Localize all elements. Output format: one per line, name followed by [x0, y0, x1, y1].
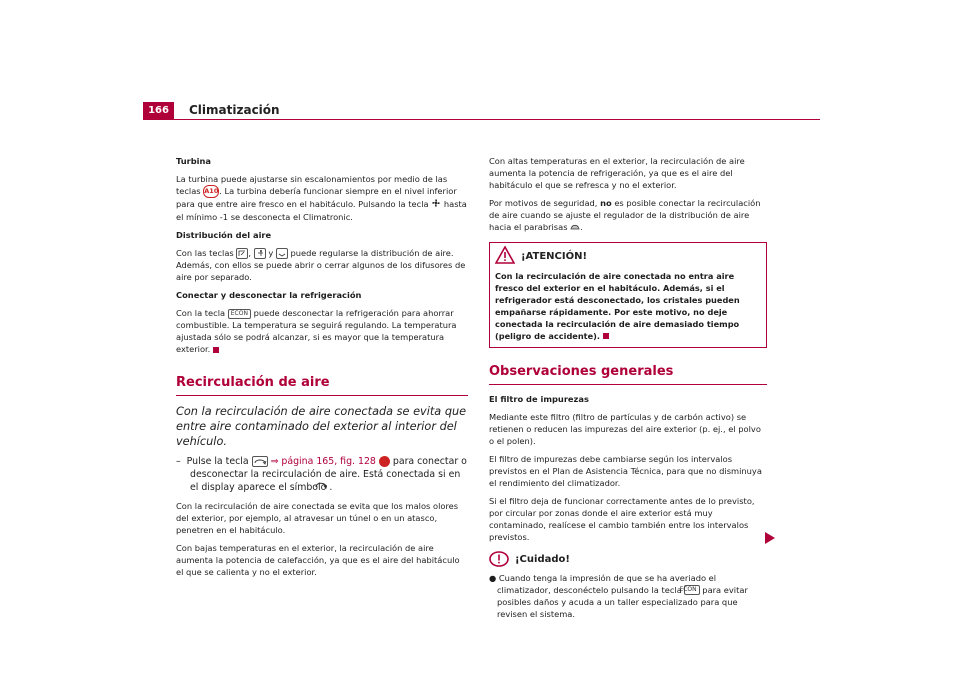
filtro-paragraph-1: Mediante este filtro (filtro de partículas y de carbón activo) se retienen o reducen las impurezas del aire exterior (p. ej., el polvo o el polen).: [489, 411, 761, 446]
distribucion-heading: Distribución del aire: [176, 230, 272, 240]
section-end-marker: [213, 347, 219, 353]
econ-key-caution: ECON: [684, 585, 699, 595]
windshield-defrost-key-icon: [236, 248, 248, 259]
recirculacion-paragraph-4: [489, 197, 767, 234]
distribucion-sep2: y: [268, 248, 274, 258]
right-column: [489, 155, 767, 626]
p2-text-pre: Por motivos de seguridad,: [489, 198, 598, 208]
recirculacion-step: [176, 455, 468, 494]
header-rule: [143, 119, 820, 120]
callout-number-badge: 2: [379, 456, 390, 467]
footwell-key-icon: [276, 248, 288, 259]
step-end: .: [329, 482, 333, 493]
p2-text-post: es posible conectar la recirculación de aire cuando se ajuste el regulador de la distribución de aire hacia el parabrisas: [489, 198, 761, 232]
windshield-icon: [570, 222, 580, 234]
recirculacion-paragraph-3: Con altas temperaturas en el exterior, la recirculación de aire aumenta la potencia de refrigeración, ya que es el aire del habitáculo el que se refresca y no el exterior.: [489, 156, 745, 190]
distribucion-text-pre: Con las teclas: [176, 248, 234, 258]
filtro-paragraph-3: Si el filtro deja de funcionar correctamente antes de lo previsto, por circular por zonas donde el aire exterior está muy contaminado, realícese el cambio también entre los intervalos previstos.: [489, 495, 755, 542]
warning-title: ¡ATENCIÓN!: [521, 250, 588, 262]
turbina-text-2: . La turbina debería funcionar siempre en el nivel inferior para que entre aire fresco en el habitáculo. Pulsando la tecla: [176, 186, 457, 209]
filtro-paragraph-2: El filtro de impurezas debe cambiarse según los intervalos previstos en el Plan de Asistencia Técnica, para que no disminuya el rendimiento del climatizador.: [489, 453, 762, 488]
turbina-text-1: La turbina puede ajustarse sin escalonamientos por medio de las teclas: [176, 174, 448, 196]
chapter-title: Climatización: [189, 103, 280, 117]
recirculacion-intro: Con la recirculación de aire conectada se evita que entre aire contaminado del exterior al interior del vehículo.: [176, 405, 467, 448]
p2-emphasis-no: no: [600, 198, 612, 208]
caution-item: [489, 572, 767, 620]
observaciones-rule: [489, 384, 767, 385]
step-text-post: para conectar o desconectar la recirculación de aire. Está conectada si en el display aparece el símbolo: [190, 456, 467, 493]
filtro-heading: El filtro de impurezas: [489, 393, 589, 404]
step-dash: –: [176, 456, 181, 467]
recirculacion-rule: [176, 395, 468, 396]
page-number: 166: [143, 102, 174, 120]
left-column: [176, 155, 468, 584]
turbina-heading: Turbina: [176, 156, 212, 166]
recirculation-key-icon: [252, 456, 268, 467]
caution-exclamation-icon: [489, 551, 509, 570]
caution-text-pre: Cuando tenga la impresión de que se ha averiado el climatizador, desconéctelo pulsando la tecla: [497, 572, 717, 595]
fan-icon: [431, 198, 441, 211]
warning-box: [489, 242, 767, 348]
bullet-dot: ●: [489, 572, 497, 583]
refrigeracion-text-pre: Con la tecla: [176, 308, 226, 318]
observaciones-heading: Observaciones generales: [489, 363, 674, 379]
continue-arrow-icon: [764, 530, 776, 549]
recirculacion-heading: Recirculación de aire: [176, 375, 330, 390]
turbina-paragraph: [176, 173, 468, 223]
p2-end: .: [580, 222, 583, 232]
refrigeracion-paragraph: [176, 307, 468, 355]
warning-header: [495, 247, 761, 267]
warning-body: [495, 270, 761, 342]
page-header: [143, 102, 820, 120]
recirculacion-paragraph-2: Con bajas temperaturas en el exterior, la recirculación de aire aumenta la potencia de calefacción, ya que es el aire del habitáculo el que se calienta y no el exterior.: [176, 543, 460, 577]
turbina-text-3: hasta el mínimo -1 se desconecta el Climatronic.: [176, 199, 467, 222]
recirculacion-paragraph-1: Con la recirculación de aire conectada se evita que los malos olores del exterior, por ejemplo, al atravesar un túnel o en un atasco, penetren en el habitáculo.: [176, 501, 459, 535]
step-text-pre: Pulse la tecla: [186, 456, 249, 467]
page-reference-link[interactable]: ⇒ página 165, fig. 128: [270, 456, 376, 467]
distribucion-paragraph: [176, 247, 468, 283]
econ-key: ECON: [228, 309, 251, 319]
caution-title: ¡Cuidado!: [515, 554, 570, 565]
distribucion-text-post: puede regularse la distribución de aire. Además, con ellos se puede abrir o cerrar algunos de los difusores de aire por separado.: [176, 248, 466, 282]
distribucion-sep1: ,: [248, 248, 252, 258]
refrigeracion-heading: Conectar y desconectar la refrigeración: [176, 290, 362, 300]
caution-header: [489, 551, 767, 570]
warning-end-marker: [603, 333, 609, 339]
key-a10-badge: A10: [203, 185, 219, 198]
warning-text: Con la recirculación de aire conectada no entra aire fresco del exterior en el habitáculo. Además, si el refrigerador está desconectado, los cristales pueden empañarse rápidamente. Por este motivo, no deje conectada la recirculación de aire demasiado tiempo (peligro de accidente).: [495, 270, 740, 341]
warning-triangle-icon: [495, 246, 515, 267]
caution-text-post: para evitar posibles daños y acuda a un taller especializado para que revisen el sistema.: [497, 584, 748, 619]
refrigeracion-text-post: puede desconectar la refrigeración para ahorrar combustible. La temperatura se seguirá regulando. La temperatura ajustada sólo se podrá alcanzar, si es mayor que la temperatura exterior.: [176, 308, 457, 354]
vent-upper-key-icon: [254, 248, 266, 259]
